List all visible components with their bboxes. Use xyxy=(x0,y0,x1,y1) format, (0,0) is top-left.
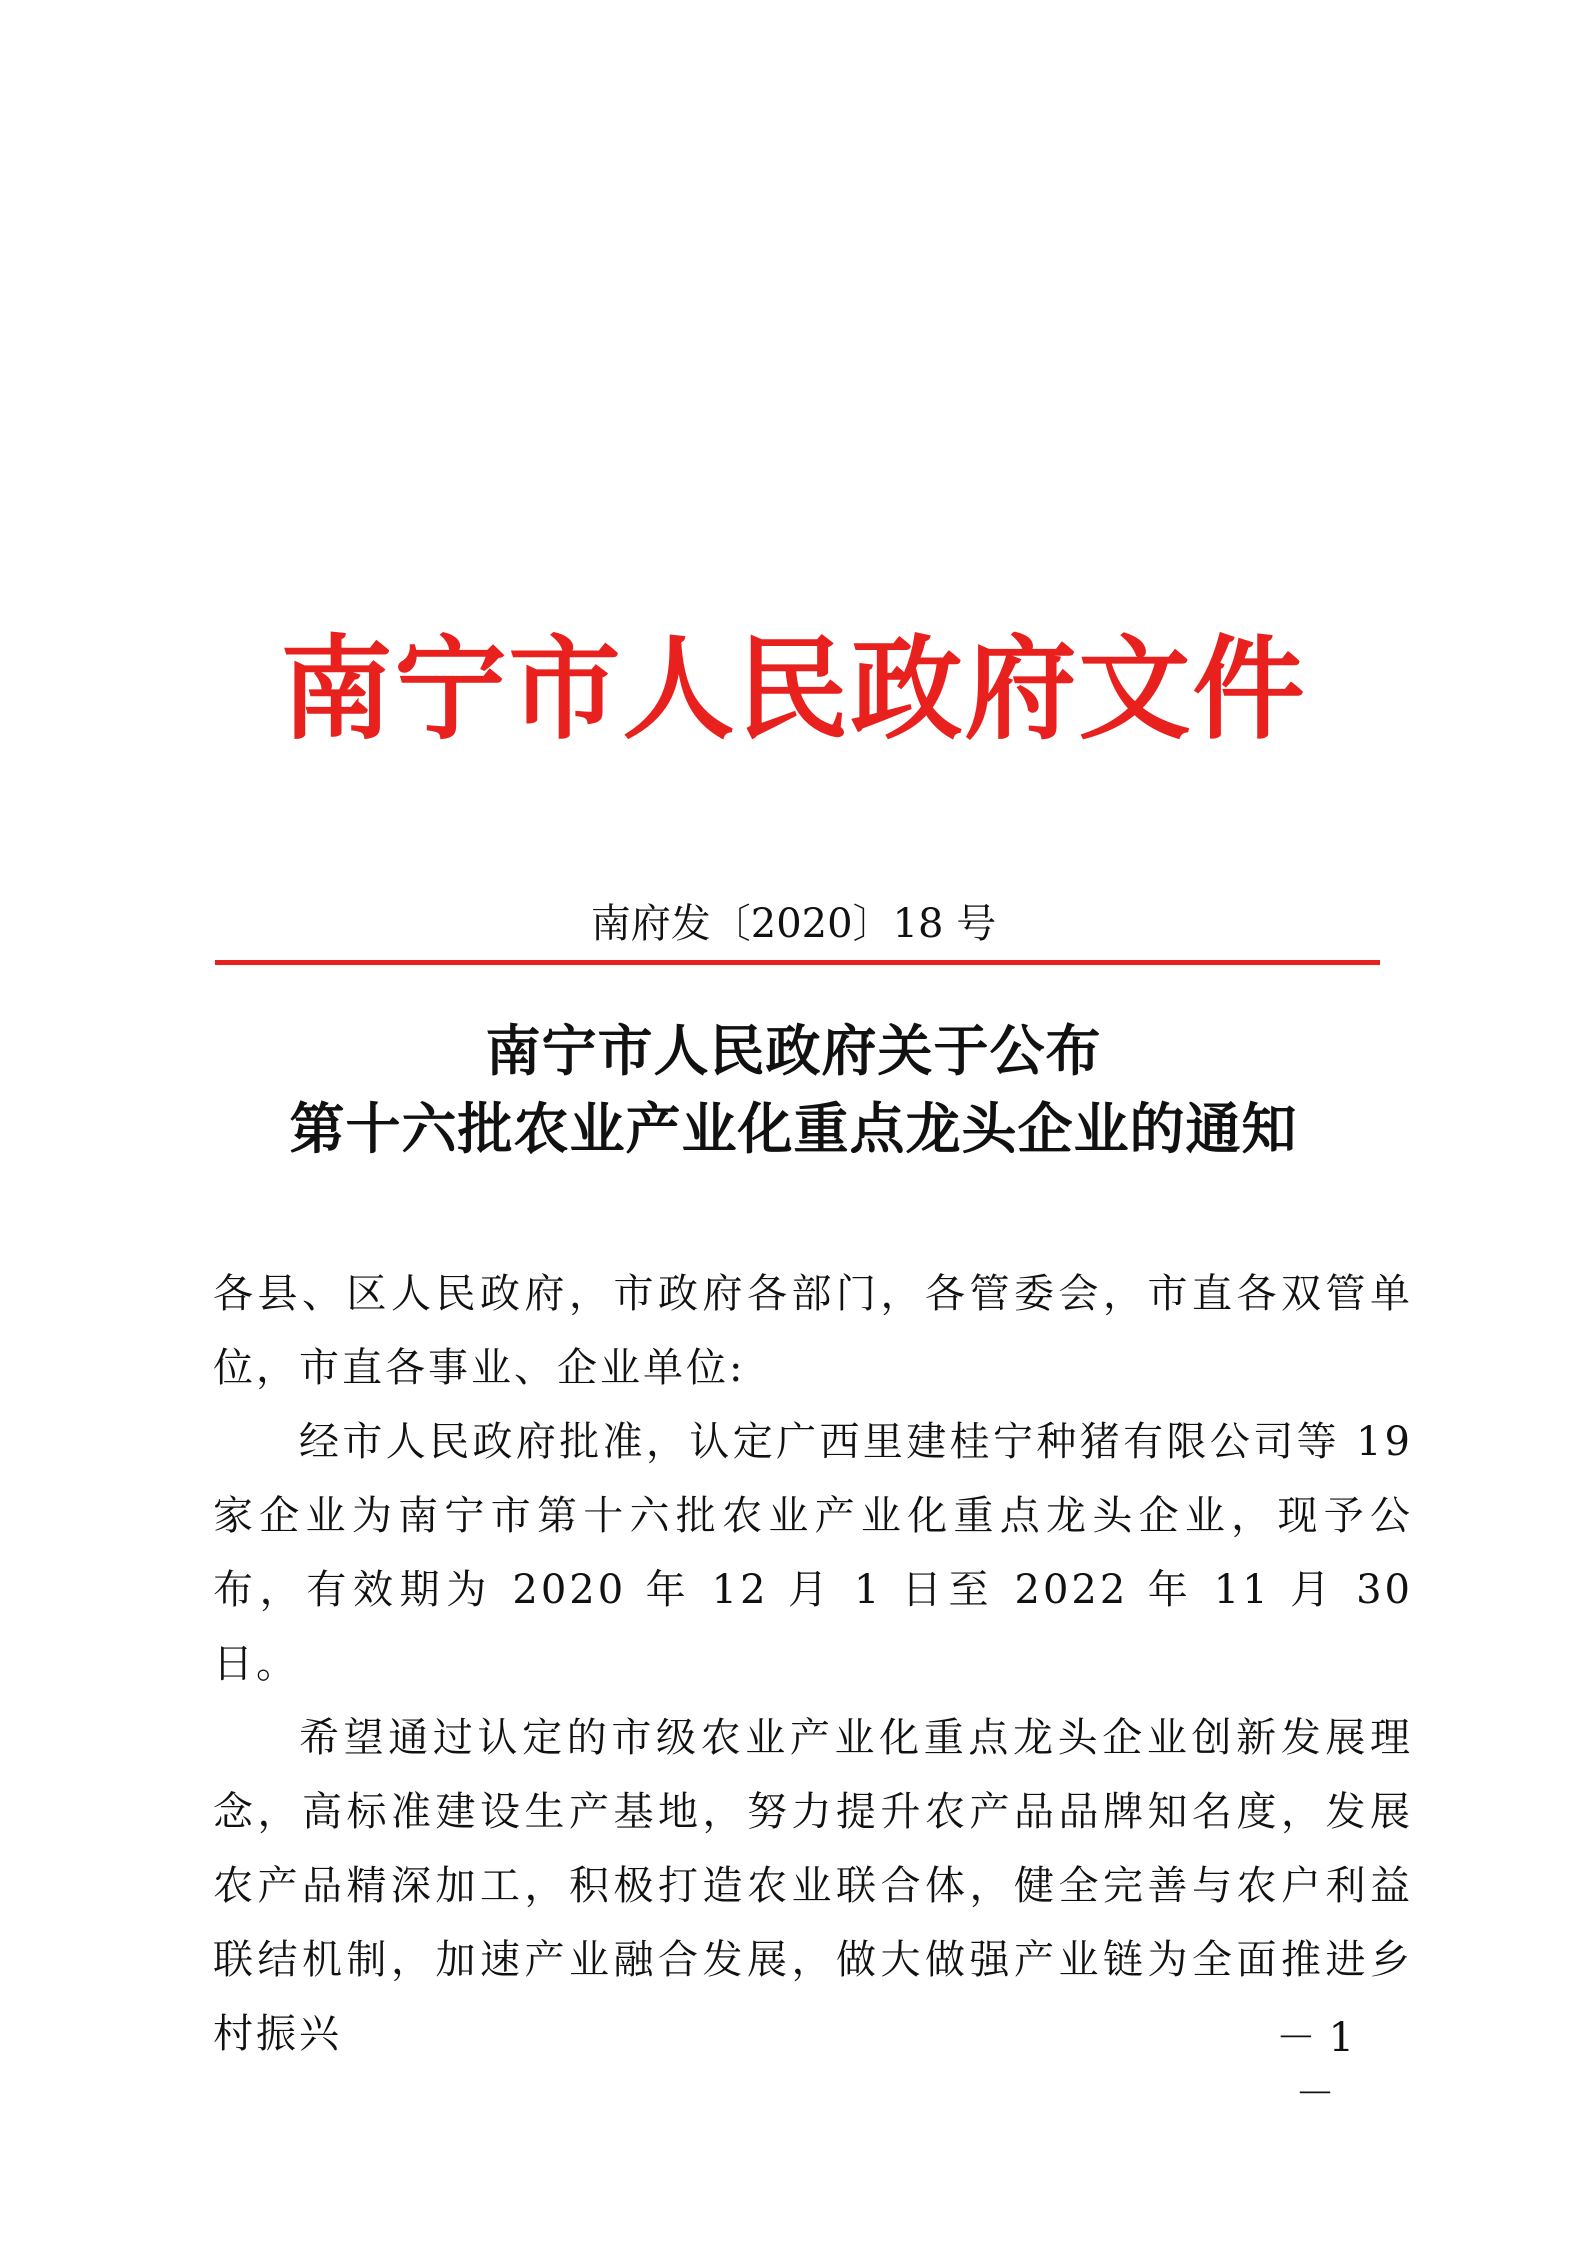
notice-title xyxy=(0,1012,1587,1168)
body-paragraph-1: 经市人民政府批准，认定广西里建桂宁种猪有限公司等 19 家企业为南宁市第十六批农业产业化重点龙头企业，现予公布，有效期为 2020 年 12 月 1 日至 2022 年 11 月 30 日。 xyxy=(213,1419,1413,1687)
page-number: － 1 － xyxy=(1275,2015,1355,2117)
notice-title-line-2: 第十六批农业产业化重点龙头企业的通知 xyxy=(289,1096,1298,1161)
red-separator-line xyxy=(215,960,1380,965)
body-paragraph-2: 希望通过认定的市级农业产业化重点龙头企业创新发展理念，高标准建设生产基地，努力提升农产品品牌知名度，发展农产品精深加工，积极打造农业联合体，健全完善与农户利益联结机制，加速产业融合发展，做大做强产业链为全面推进乡村振兴 xyxy=(213,1715,1413,2057)
document-body xyxy=(213,1257,1413,2071)
masthead-title: 南宁市人民政府文件 xyxy=(280,624,1307,755)
addressee-line: 各县、区人民政府，市政府各部门，各管委会，市直各双管单位，市直各事业、企业单位: xyxy=(213,1271,1413,1391)
notice-title-line-1: 南宁市人民政府关于公布 xyxy=(485,1018,1102,1083)
document-number: 南府发〔2020〕18 号 xyxy=(590,901,997,947)
